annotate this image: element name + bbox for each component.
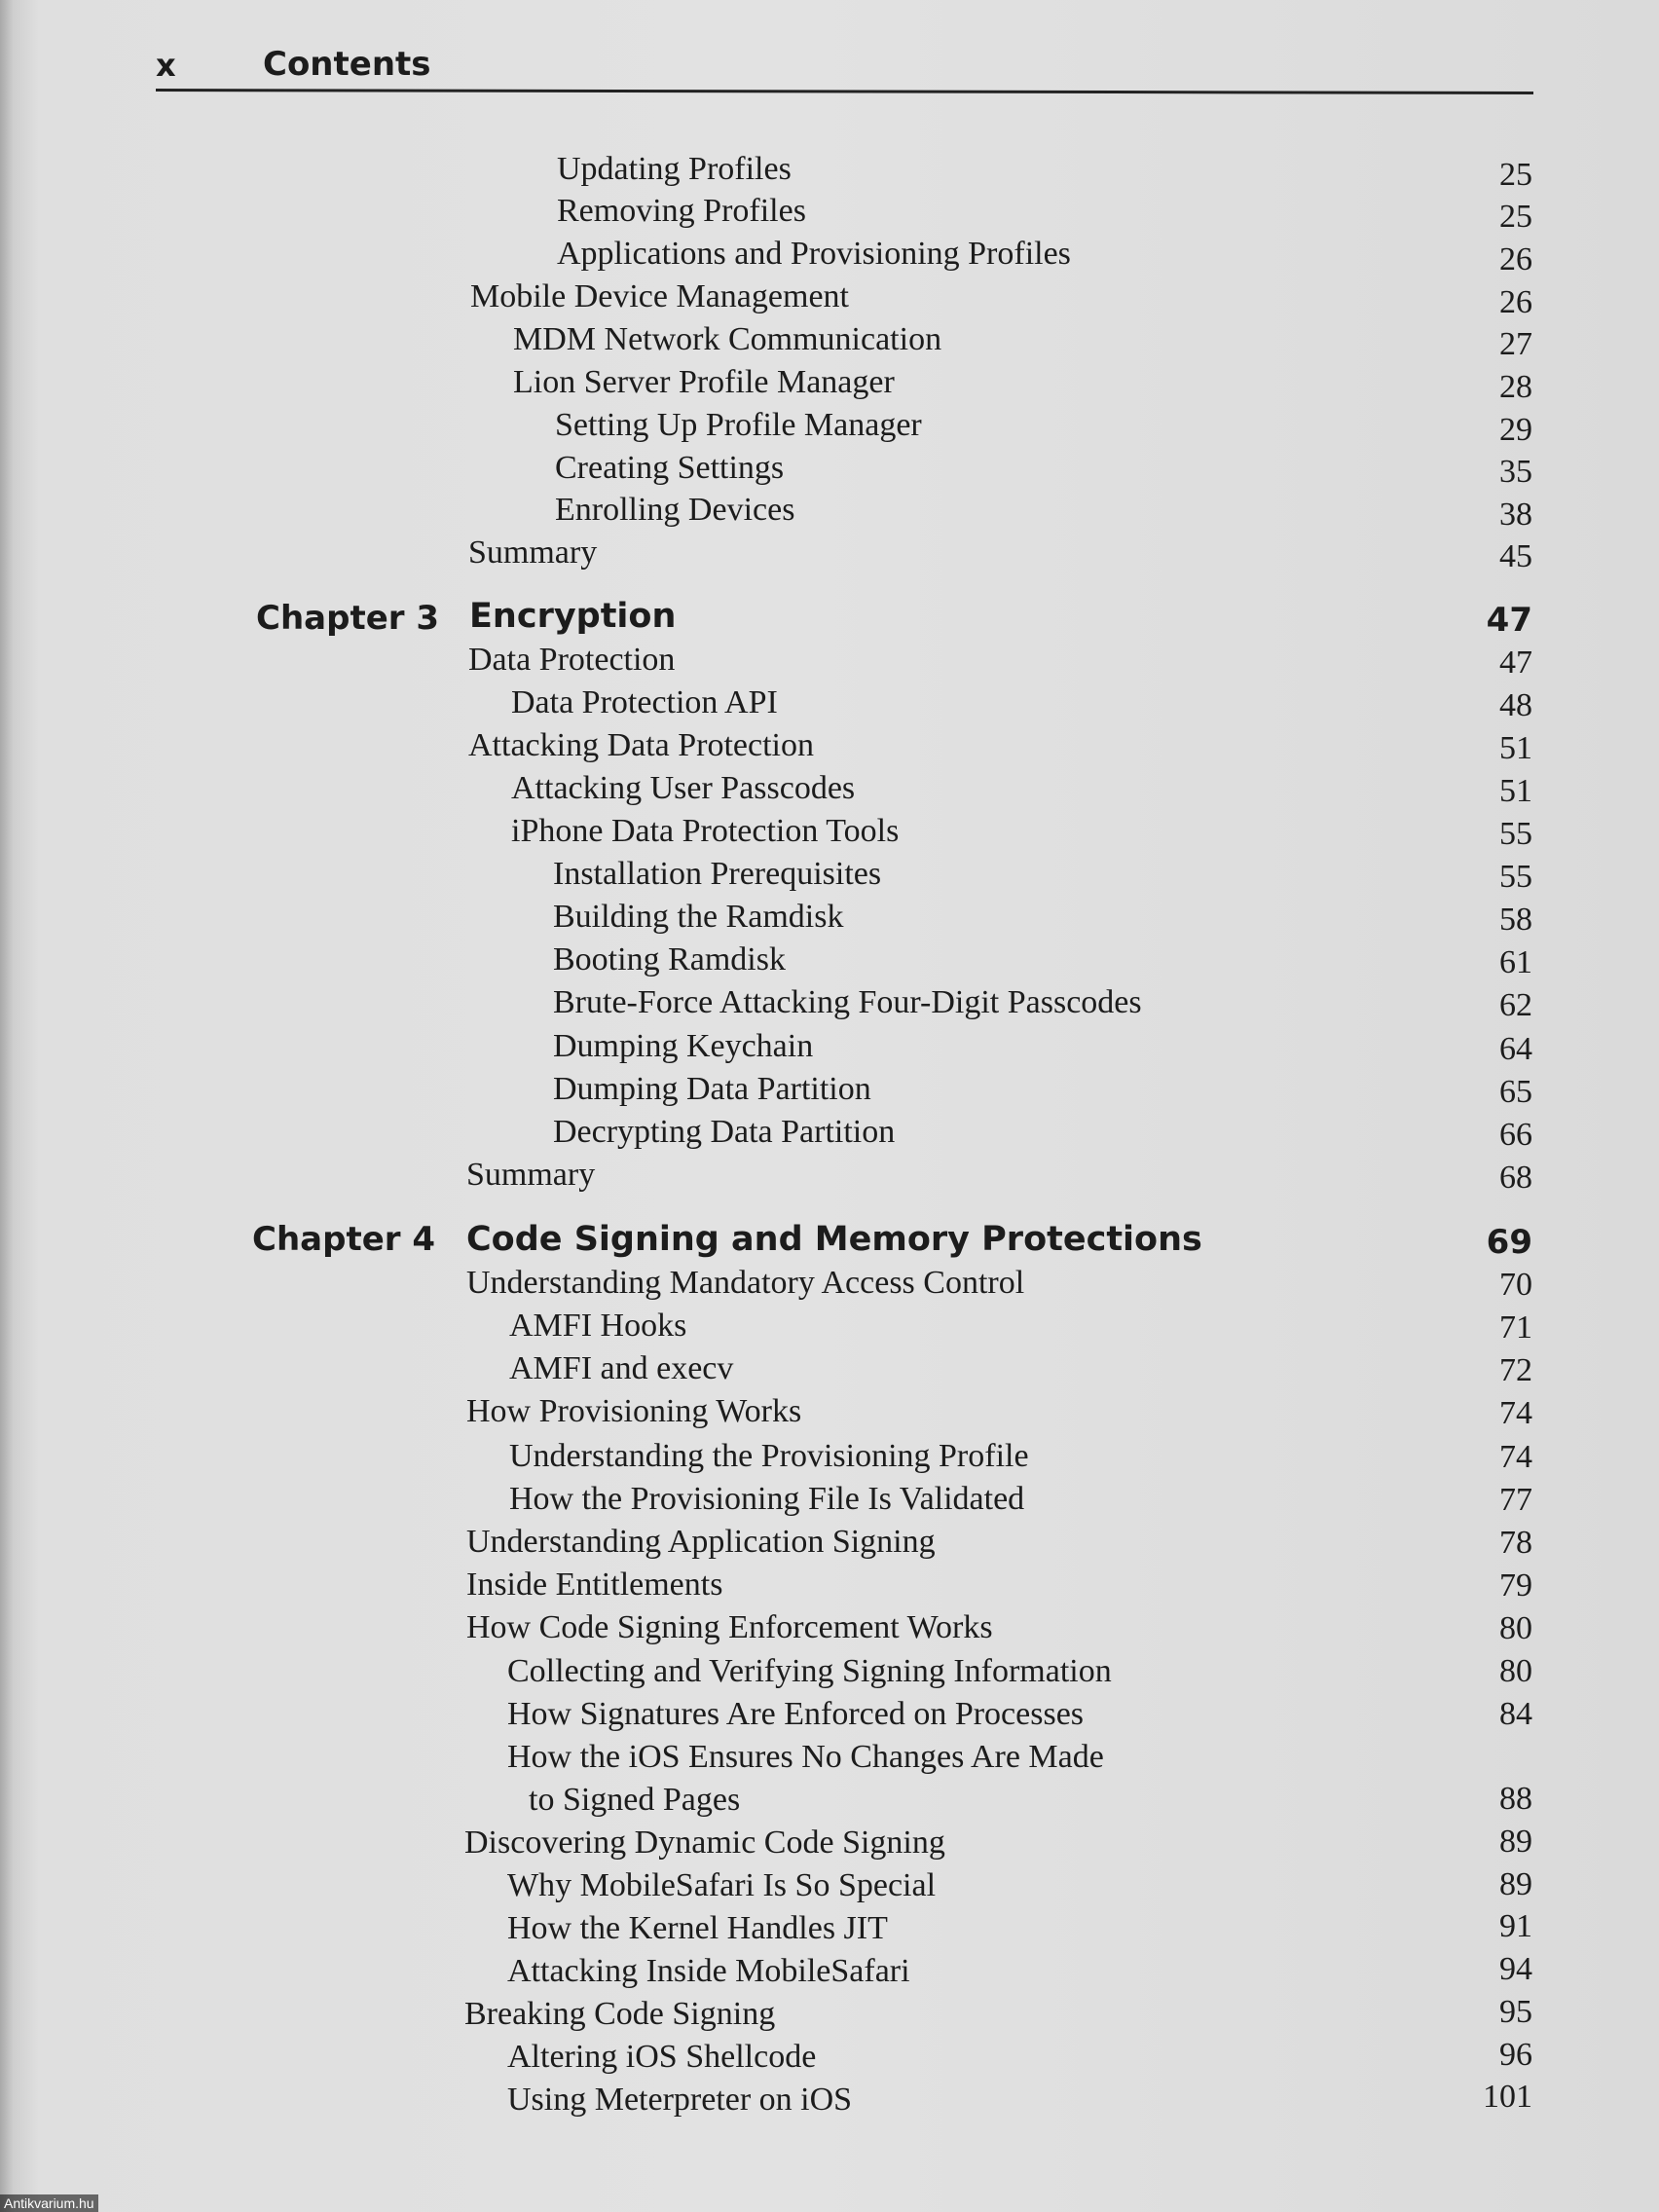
chapter-page-number: 69 xyxy=(1486,1223,1532,1262)
toc-entry: Dumping Keychain xyxy=(553,1028,814,1064)
running-head-title: Contents xyxy=(263,45,431,84)
toc-page-number: 47 xyxy=(1499,645,1532,681)
toc-page-number: 48 xyxy=(1499,687,1532,723)
toc-entry: Understanding the Provisioning Profile xyxy=(509,1438,1029,1474)
toc-entry: Removing Profiles xyxy=(557,193,806,229)
toc-page-number: 101 xyxy=(1483,2079,1532,2115)
toc-page-number: 64 xyxy=(1499,1031,1532,1067)
toc-entry: Mobile Device Management xyxy=(470,278,849,314)
toc-page-number: 78 xyxy=(1499,1525,1532,1561)
toc-entry: Setting Up Profile Manager xyxy=(555,407,922,443)
toc-page-number: 89 xyxy=(1499,1866,1532,1902)
toc-entry: How Provisioning Works xyxy=(466,1393,802,1429)
toc-entry: Updating Profiles xyxy=(557,151,792,187)
toc-page-number: 35 xyxy=(1499,454,1532,490)
watermark: Antikvarium.hu xyxy=(0,2194,98,2212)
toc-page-number: 88 xyxy=(1499,1781,1532,1817)
toc-entry: AMFI and execv xyxy=(509,1350,734,1386)
toc-entry: How the Provisioning File Is Validated xyxy=(509,1481,1025,1517)
toc-entry: How the Kernel Handles JIT xyxy=(507,1910,888,1946)
toc-page-number: 62 xyxy=(1499,987,1532,1023)
toc-page-number: 51 xyxy=(1499,773,1532,809)
toc-page-number: 79 xyxy=(1499,1567,1532,1604)
toc-entry: Attacking User Passcodes xyxy=(511,770,856,806)
chapter-label: Chapter 4 xyxy=(252,1220,436,1259)
chapter-title: Code Signing and Memory Protections xyxy=(466,1220,1202,1259)
toc-entry: Attacking Inside MobileSafari xyxy=(507,1953,910,1989)
toc-page-number: 89 xyxy=(1499,1824,1532,1860)
chapter-label: Chapter 3 xyxy=(256,599,440,638)
toc-page-number: 65 xyxy=(1499,1074,1532,1110)
toc-page-number: 61 xyxy=(1499,944,1532,980)
toc-entry: Creating Settings xyxy=(555,450,785,486)
toc-entry: Data Protection API xyxy=(511,684,778,720)
toc-page-number: 58 xyxy=(1499,902,1532,938)
toc-entry: How Code Signing Enforcement Works xyxy=(466,1609,993,1645)
toc-entry: Installation Prerequisites xyxy=(553,856,882,892)
toc-page-number: 26 xyxy=(1499,284,1532,320)
toc-page-number: 96 xyxy=(1499,2037,1532,2073)
toc-page-number: 74 xyxy=(1499,1395,1532,1431)
toc-page-number: 55 xyxy=(1499,816,1532,852)
toc-page-number: 94 xyxy=(1499,1951,1532,1987)
toc-entry: Summary xyxy=(468,535,598,571)
toc-page-number: 26 xyxy=(1499,241,1532,277)
toc-page-number: 25 xyxy=(1499,199,1532,235)
toc-entry: Data Protection xyxy=(468,642,676,678)
page-number: x xyxy=(156,47,176,84)
toc-page-number: 77 xyxy=(1499,1482,1532,1518)
toc-entry: Understanding Application Signing xyxy=(466,1524,936,1560)
toc-entry: MDM Network Communication xyxy=(513,321,942,357)
toc-page-number: 29 xyxy=(1499,412,1532,448)
toc-page-number: 70 xyxy=(1499,1267,1532,1303)
toc-entry: Brute-Force Attacking Four-Digit Passcodes xyxy=(553,984,1142,1020)
toc-entry: Enrolling Devices xyxy=(555,492,795,528)
toc-entry: Discovering Dynamic Code Signing xyxy=(464,1825,945,1861)
toc-entry: Understanding Mandatory Access Control xyxy=(466,1265,1025,1301)
toc-page-number: 55 xyxy=(1499,859,1532,895)
toc-page-number: 66 xyxy=(1499,1117,1532,1153)
toc-entry: Breaking Code Signing xyxy=(464,1996,776,2032)
toc-page-number: 95 xyxy=(1499,1994,1532,2030)
toc-entry: Dumping Data Partition xyxy=(553,1071,871,1107)
toc-entry: Lion Server Profile Manager xyxy=(513,364,895,400)
toc-page-number: 80 xyxy=(1499,1653,1532,1689)
toc-entry: How Signatures Are Enforced on Processes xyxy=(507,1696,1085,1732)
toc-entry: Why MobileSafari Is So Special xyxy=(507,1867,937,1903)
toc-page-number: 74 xyxy=(1499,1439,1532,1475)
toc-entry: Summary xyxy=(466,1157,596,1193)
toc-entry: How the iOS Ensures No Changes Are Made xyxy=(507,1739,1104,1775)
toc-page-number: 80 xyxy=(1499,1610,1532,1646)
toc-entry: Booting Ramdisk xyxy=(553,941,786,977)
toc-page-number: 68 xyxy=(1499,1160,1532,1196)
toc-page-number: 91 xyxy=(1499,1908,1532,1944)
toc-page-number: 51 xyxy=(1499,730,1532,766)
toc-page-number: 72 xyxy=(1499,1352,1532,1388)
toc-page-number: 28 xyxy=(1499,369,1532,405)
toc-entry: Decrypting Data Partition xyxy=(553,1114,896,1150)
toc-entry: Collecting and Verifying Signing Information xyxy=(507,1653,1112,1689)
toc-page-number: 38 xyxy=(1499,497,1532,533)
toc-entry: Using Meterpreter on iOS xyxy=(507,2082,853,2118)
toc-page-number: 84 xyxy=(1499,1696,1532,1732)
toc-page-number: 25 xyxy=(1499,157,1532,193)
toc-page-number: 27 xyxy=(1499,326,1532,362)
toc-entry: Applications and Provisioning Profiles xyxy=(557,236,1071,272)
toc-entry: Altering iOS Shellcode xyxy=(507,2039,817,2075)
toc-entry: to Signed Pages xyxy=(529,1782,741,1818)
toc-page-number: 71 xyxy=(1499,1309,1532,1346)
toc-entry: Inside Entitlements xyxy=(466,1567,723,1603)
toc-entry: Building the Ramdisk xyxy=(553,899,844,935)
toc-entry: iPhone Data Protection Tools xyxy=(511,813,900,849)
chapter-page-number: 47 xyxy=(1486,601,1532,640)
chapter-title: Encryption xyxy=(469,597,677,636)
toc-entry: AMFI Hooks xyxy=(509,1308,687,1344)
toc-page-number: 45 xyxy=(1499,538,1532,574)
toc-entry: Attacking Data Protection xyxy=(468,727,815,763)
